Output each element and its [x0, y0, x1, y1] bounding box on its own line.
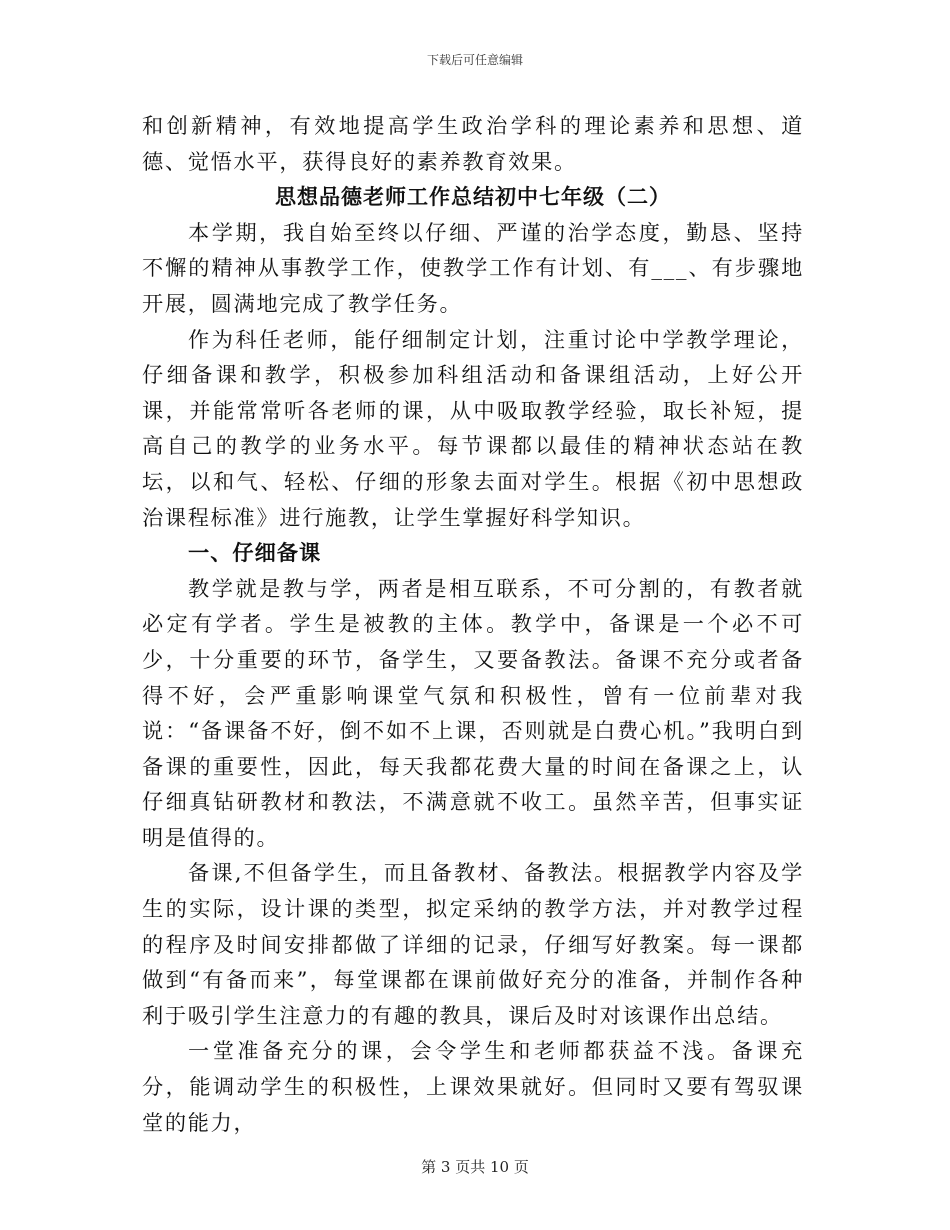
paragraph-teaching: 教学就是教与学，两者是相互联系，不可分割的，有教者就必定有学者。学生是被教的主体。教学中，备课是一个必不可少，十分重要的环节，备学生，又要备教法。备课不充分或者备得不好，会严重影响课堂气氛和积极性，曾有一位前辈对我说：“备课备不好，倒不如不上课，否则就是白费心机。”我明白到备课的重要性，因此，每天我都花费大量的时间在备课之上，认仔细真钻研教材和教法，不满意就不收工。虽然辛苦，但事实证明是值得的。 [142, 575, 804, 850]
paragraph-role: 作为科任老师，能仔细制定计划，注重讨论中学教学理论，仔细备课和教学，积极参加科组活动和备课组活动，上好公开课，并能常常听各老师的课，从中吸取教学经验，取长补短，提高自己的教学的业务水平。每节课都以最佳的精神状态站在教坛，以和气、轻松、仔细的形象去面对学生。根据《初中思想政治课程标准》进行施教，让学生掌握好科学知识。 [142, 326, 804, 530]
document-body [142, 108, 804, 1140]
paragraph-lesson-prep: 备课,不但备学生，而且备教材、备教法。根据教学内容及学生的实际，设计课的类型，拟定采纳的教学方法，并对教学过程的程序及时间安排都做了详细的记录，仔细写好教案。每一课都做到“有备而来”，每堂课都在课前做好充分的准备，并制作各种利于吸引学生注意力的有趣的教具，课后及时对该课作出总结。 [142, 860, 804, 1028]
section-title: 思想品德老师工作总结初中七年级（二） [275, 184, 671, 210]
page-header: 下载后可任意编辑 [426, 53, 523, 67]
subheading-preparation: 一、仔细备课 [188, 540, 322, 566]
paragraph-continuation: 和创新精神，有效地提高学生政治学科的理论素养和思想、道德、觉悟水平，获得良好的素养教育效果。 [142, 113, 804, 174]
paragraph-benefits: 一堂准备充分的课，会令学生和老师都获益不浅。备课充分，能调动学生的积极性，上课效果就好。但同时又要有驾驭课堂的能力， [142, 1038, 804, 1135]
page-number: 第 3 页共 10 页 [421, 1158, 529, 1176]
paragraph-intro: 本学期，我自始至终以仔细、严谨的治学态度，勤恳、坚持不懈的精神从事教学工作，使教学工作有计划、有___、有步骤地开展，圆满地完成了教学任务。 [142, 219, 804, 316]
